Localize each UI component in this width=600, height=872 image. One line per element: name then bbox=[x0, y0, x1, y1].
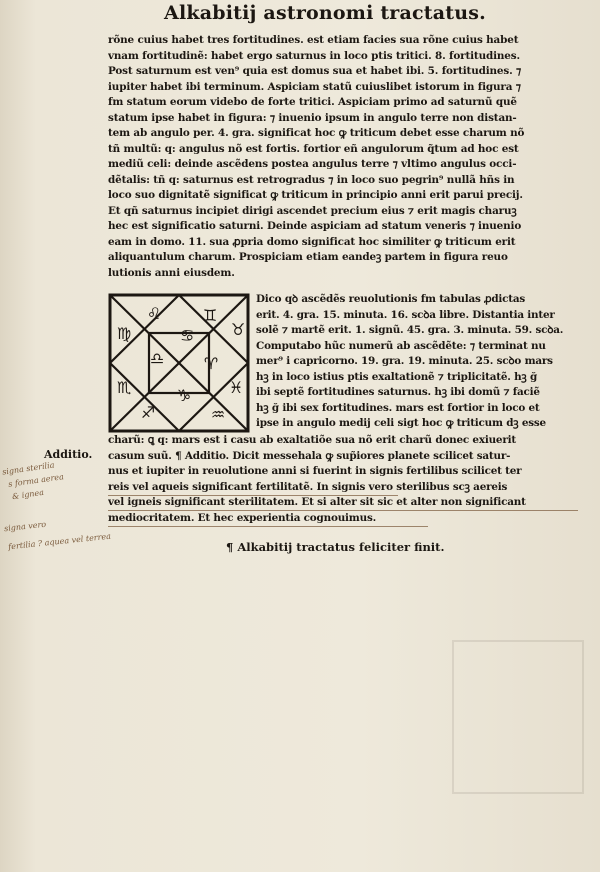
sign-cancer: ♋ bbox=[179, 326, 195, 345]
text-line: mediũ celi: deinde ascẽdens postea angulus terre ⁊ vltimo angulus occi- bbox=[108, 158, 517, 170]
margin-label: Additio. bbox=[44, 448, 93, 461]
sign-scorpio: ♏ bbox=[116, 378, 132, 397]
text-line: iupiter habet ibi terminum. Aspiciam statũ cuiuslibet istorum in figura ⁊ bbox=[108, 80, 521, 93]
text-line: lutionis anni eiusdem. bbox=[108, 266, 235, 279]
text-line: mer⁹ i capricorno. 19. gra. 19. minuta. 25. scꝺo mars bbox=[256, 355, 553, 367]
sign-aries: ♈ bbox=[203, 354, 219, 373]
text-line: statum ipse habet in figura: ⁊ inuenio ipsum in angulo terre non distan- bbox=[108, 111, 517, 124]
text-line: Et qñ saturnus incipiet dirigi ascendet precium eius ⁊ erit magis charuꝫ bbox=[108, 204, 517, 217]
text-line: vel igneis significant sterilitatem. Et si alter sit sic et alter non significant bbox=[108, 496, 526, 508]
side-paragraph bbox=[256, 292, 586, 432]
text-line: ibi septẽ fortitudines saturnus. hꝫ ibi domũ ⁊ faciẽ bbox=[256, 386, 540, 398]
text-line: hꝫ ğ ibi sex fortitudines. mars est fortior in loco et bbox=[256, 401, 540, 414]
show-through-chart bbox=[452, 640, 584, 794]
text-line: casum suũ. ¶ Additio. Dicit messehala ꝙ sup̃iores planete scilicet satur- bbox=[108, 449, 511, 462]
text-line: fm statum eorum videbo de forte tritici. Aspiciam primo ad saturnũ quẽ bbox=[108, 96, 517, 108]
sign-sagittarius: ♐ bbox=[140, 403, 156, 422]
handwritten-note: & ignea bbox=[11, 487, 45, 502]
sign-pisces: ♓ bbox=[228, 378, 244, 397]
handwritten-note: s forma aerea bbox=[7, 472, 65, 489]
sign-capricorn: ♑ bbox=[176, 386, 192, 405]
sign-leo: ♌ bbox=[146, 304, 162, 323]
text-line: dẽtalis: tñ q: saturnus est retrogradus ⁊ in loco suo pegrin⁹ nullã hñs in bbox=[108, 173, 515, 186]
horoscope-chart bbox=[108, 293, 250, 433]
text-line: eam in domo. 11. sua ꝓpria domo significat hoc similiter ꝙ triticum erit bbox=[108, 235, 516, 248]
handwritten-underline bbox=[108, 510, 578, 511]
text-line: erit. 4. gra. 15. minuta. 16. scꝺa libre. Distantia inter bbox=[256, 308, 555, 321]
handwritten-underline bbox=[108, 495, 398, 496]
text-line: ipse in angulo medij celi sigt hoc ꝙ triticum dꝫ esse bbox=[256, 417, 546, 429]
horoscope-chart-diagram bbox=[108, 293, 250, 433]
running-head: Alkabitij astronomi tractatus. bbox=[164, 2, 486, 24]
text-line: charũ: ꝗ q: mars est i casu ab exaltatiõe sua nõ erit charũ donec exiuerit bbox=[108, 434, 516, 446]
text-line: rõne cuius habet tres fortitudines. est etiam facies sua rõne cuius habet bbox=[108, 34, 519, 46]
text-line: nus et iupiter in reuolutione anni si fuerint in signis fertilibus scilicet ter bbox=[108, 465, 522, 477]
sign-gemini: ♊ bbox=[202, 306, 218, 325]
text-line: solẽ ⁊ martẽ erit. 1. signũ. 45. gra. 3. minuta. 59. scꝺa. bbox=[256, 324, 564, 336]
text-line: reis vel aqueis significant fertilitatẽ. In signis vero sterilibus scꝫ aereis bbox=[108, 480, 508, 493]
sign-aquarius: ♒ bbox=[210, 405, 226, 424]
text-line: mediocritatem. Et hec experientia cognouimus. bbox=[108, 511, 377, 524]
text-line: loco suo dignitatẽ significat ꝙ triticum in principio anni erit parui precij. bbox=[108, 189, 523, 201]
text-line: hꝫ in loco istius ptis exaltationẽ ⁊ triplicitatẽ. hꝫ ğ bbox=[256, 370, 538, 383]
sign-virgo: ♍ bbox=[116, 324, 132, 343]
handwritten-note: signa vero bbox=[3, 519, 47, 534]
handwritten-underline bbox=[108, 526, 428, 527]
text-line: vnam fortitudinẽ: habet ergo saturnus in loco ptis tritici. 8. fortitudines. bbox=[108, 49, 520, 62]
text-line: tem ab angulo per. 4. gra. significat hoc ꝙ triticum debet esse charum nõ bbox=[108, 127, 525, 139]
handwritten-note: fertilia ? aquea vel terrea bbox=[7, 531, 112, 552]
text-line: Computabo hũc numerũ ab ascẽdẽte: ⁊ terminat nu bbox=[256, 339, 546, 352]
colophon: ¶ Alkabitij tractatus feliciter finit. bbox=[226, 540, 445, 554]
text-line: aliquantulum charum. Prospiciam etiam eandeꝫ partem in figura reuo bbox=[108, 251, 508, 263]
text-line: hec est significatio saturni. Deinde aspiciam ad statum veneris ⁊ inuenio bbox=[108, 220, 522, 232]
bottom-paragraph bbox=[108, 433, 586, 526]
sign-taurus: ♉ bbox=[230, 320, 246, 339]
text-line: tñ multũ: q: angulus nõ est fortis. fortior eñ angulorum q̃tum ad hoc est bbox=[108, 142, 519, 155]
handwritten-note: signa sterilia bbox=[1, 460, 55, 477]
text-line: Dico qꝺ ascẽdẽs reuolutionis fm tabulas ꝓdictas bbox=[256, 293, 526, 305]
text-line: Post saturnum est ven⁹ quia est domus sua et habet ibi. 5. fortitudines. ⁊ bbox=[108, 65, 522, 77]
top-paragraph bbox=[108, 33, 586, 281]
sign-libra: ♎ bbox=[149, 349, 165, 368]
